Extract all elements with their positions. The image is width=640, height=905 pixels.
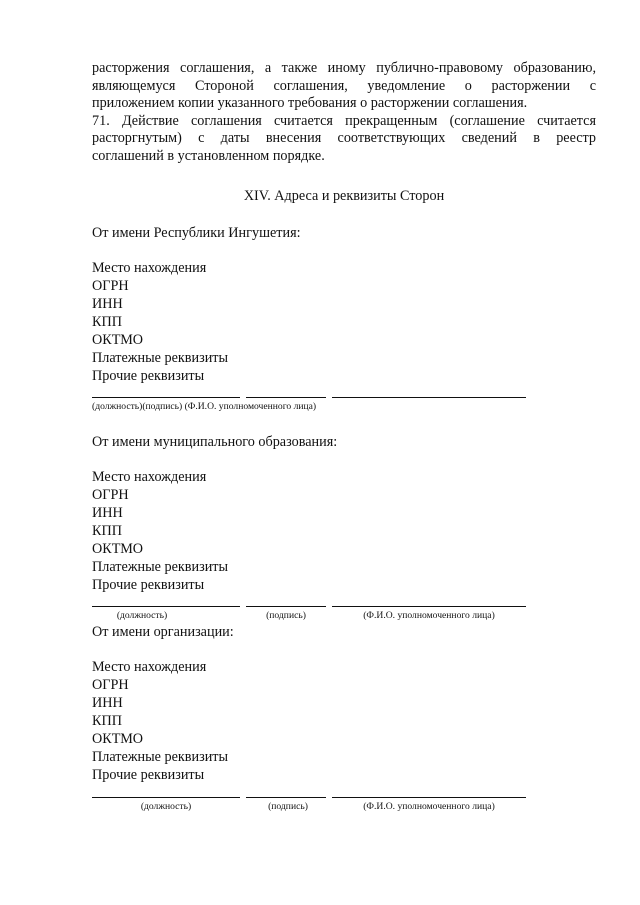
caption-position: (должность)	[140, 801, 192, 812]
party3-field: КПП	[92, 713, 122, 729]
party1-field: Место нахождения	[92, 260, 207, 276]
party2-field: Место нахождения	[92, 469, 207, 485]
signature-line-signature	[246, 606, 326, 607]
party3-field: ОКТМО	[92, 731, 144, 747]
party1-field: Прочие реквизиты	[92, 368, 205, 384]
signature-caption: (должность)(подпись) (Ф.И.О. уполномоченного лица)	[92, 401, 317, 412]
party1-heading: От имени Республики Ингушетия:	[92, 225, 301, 241]
signature-line-name	[332, 797, 526, 798]
party2-field: Прочие реквизиты	[92, 577, 205, 593]
party1-field: ОКТМО	[92, 332, 144, 348]
party2-field: КПП	[92, 523, 122, 539]
text-line: являющемуся Стороной соглашения, уведомление о расторжении с	[92, 77, 596, 94]
party2-field: ИНН	[92, 505, 123, 521]
signature-line-name	[332, 397, 526, 398]
text-line: 71. Действие соглашения считается прекращенным (соглашение считается	[92, 112, 596, 129]
party2-field: Платежные реквизиты	[92, 559, 229, 575]
caption-position: (должность)	[116, 610, 168, 621]
party3-field: Прочие реквизиты	[92, 767, 205, 783]
caption-name: (Ф.И.О. уполномоченного лица)	[363, 801, 495, 812]
party1-field: ИНН	[92, 296, 123, 312]
party3-field: ОГРН	[92, 677, 129, 693]
party3-field: ИНН	[92, 695, 123, 711]
signature-line-name	[332, 606, 526, 607]
section-title: XIV. Адреса и реквизиты Сторон	[243, 188, 445, 204]
caption-signature: (подпись)	[268, 801, 308, 812]
signature-line-position	[92, 606, 240, 607]
caption-name: (Ф.И.О. уполномоченного лица)	[363, 610, 495, 621]
party1-field: Платежные реквизиты	[92, 350, 229, 366]
signature-line-signature	[246, 397, 326, 398]
signature-line-signature	[246, 797, 326, 798]
party3-field: Платежные реквизиты	[92, 749, 229, 765]
party1-field: ОГРН	[92, 278, 129, 294]
party3-heading: От имени организации:	[92, 624, 234, 640]
text-line: расторгнутым) с даты внесения соответствующих сведений в реестр	[92, 130, 596, 147]
party2-field: ОГРН	[92, 487, 129, 503]
intro-text	[92, 60, 596, 166]
text-line: приложением копии указанного требования о расторжении соглашения.	[92, 95, 528, 112]
party1-field: КПП	[92, 314, 122, 330]
party2-heading: От имени муниципального образования:	[92, 434, 338, 450]
text-line: расторжения соглашения, а также иному публично-правовому образованию,	[92, 60, 596, 76]
signature-line-position	[92, 797, 240, 798]
text-line: соглашений в установленном порядке.	[92, 147, 325, 164]
caption-signature: (подпись)	[266, 610, 306, 621]
signature-line-position	[92, 397, 240, 398]
party2-field: ОКТМО	[92, 541, 144, 557]
party3-field: Место нахождения	[92, 659, 207, 675]
